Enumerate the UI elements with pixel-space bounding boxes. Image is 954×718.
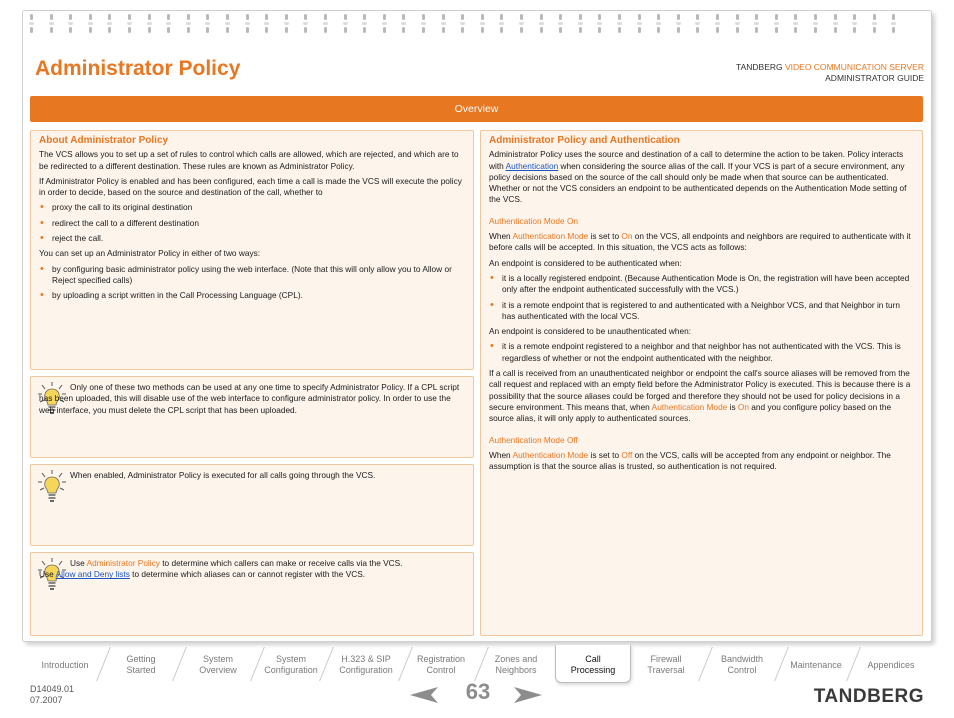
- tab-label: Configuration: [339, 665, 393, 675]
- tab-label: Firewall: [650, 654, 682, 664]
- tab-bandwidth-control[interactable]: [707, 645, 777, 683]
- doc-id-text: D14049.01: [30, 684, 75, 694]
- list-item: • it is a locally registered endpoint. (Because Authentication Mode is On, the registration will have been accepted only after the endpoint authenticated successfully with the VCS.): [489, 273, 914, 296]
- binder-ring: [853, 14, 856, 34]
- binder-ring: [481, 14, 484, 34]
- text-part: on the VCS, calls will be accepted from any endpoint or neighbor. The assumption is that the source alias is trusted, so authentication is not required.: [489, 449, 891, 472]
- tab-label: Call: [585, 653, 601, 664]
- brand-prefix: TANDBERG: [736, 62, 785, 72]
- tab-h323-sip-configuration[interactable]: [330, 645, 402, 683]
- tab-label: Neighbors: [495, 665, 537, 675]
- tab-system-configuration[interactable]: [258, 645, 324, 683]
- binder-ring: [206, 14, 209, 34]
- binder-ring: [226, 14, 229, 34]
- text-part: If a call is received from an unauthenticated neighbor or endpoint the call's source aliases will be removed from the call request and replaced with an empty field before the Administrator Policy is executed. This is because there is a possibility that the source aliases could be forged and therefore they should not be used for policy decisions in a secure environment. This means that, when: [489, 368, 911, 412]
- auth-mode-on-heading: Authentication Mode On: [489, 215, 579, 226]
- tab-label: Getting: [126, 654, 156, 664]
- binder-ring: [500, 14, 503, 34]
- text-part: When: [489, 449, 513, 460]
- binder-rings: [30, 14, 910, 38]
- guide-label: ADMINISTRATOR GUIDE: [825, 73, 924, 83]
- binder-ring: [716, 14, 719, 34]
- list-item: • it is a remote endpoint that is registered to and authenticated with a Neighbor VCS, and that Neighbor in turn has authenticated with the local VCS.: [489, 300, 914, 323]
- list-item: • by uploading a script written in the Call Processing Language (CPL).: [39, 290, 465, 301]
- binder-ring: [461, 14, 464, 34]
- tab-label: H.323 & SIP: [341, 654, 391, 664]
- tab-firewall-traversal[interactable]: [633, 645, 699, 683]
- binder-ring: [657, 14, 660, 34]
- text-part: is: [727, 401, 738, 412]
- binder-ring: [265, 14, 268, 34]
- tab-getting-started[interactable]: [106, 645, 176, 683]
- list-item: • redirect the call to a different destination: [39, 218, 465, 229]
- tab-maintenance[interactable]: [783, 645, 849, 683]
- binder-ring: [89, 14, 92, 34]
- tip-text-part: to determine which callers can make or receive calls via the VCS.: [159, 558, 403, 568]
- tip-text: [39, 558, 465, 581]
- unauth-list: [489, 341, 914, 364]
- tab-label: Zones and: [494, 654, 538, 664]
- page-title: Administrator Policy: [35, 57, 241, 80]
- binder-ring: [304, 14, 307, 34]
- auth-on-para: [489, 231, 914, 254]
- about-para-1: The VCS allows you to set up a set of rules to control which calls are allowed, which are rejected, and which are to be redirected to a different destination. These rules are known as Administrator Policy.: [39, 149, 459, 171]
- text-part: when considering the source alias of the call. If your VCS is part of a secure environment, any policy decisions based on the source of the call should only be made when that source can be authenticated. Whether or not the VCS considers an endpoint to be authenticated depends on the Authentication Mode setting of the VCS.: [489, 160, 907, 205]
- tip-panel-enabled: [30, 464, 474, 546]
- authentication-link[interactable]: Authentication: [505, 160, 559, 171]
- tab-label: Appendices: [867, 659, 915, 670]
- tandberg-logo: TANDBERG: [813, 686, 924, 707]
- text-part: is set to: [588, 449, 622, 460]
- list-item: • reject the call.: [39, 233, 465, 244]
- binder-ring: [755, 14, 758, 34]
- binder-ring: [696, 14, 699, 34]
- doc-date-text: 07.2007: [30, 695, 63, 705]
- binder-ring: [344, 14, 347, 34]
- list-item: • it is a remote endpoint registered to a neighbor and that neighbor has not authenticated with the VCS. This is regardless of whether or not the endpoint authenticated with the neighbor.: [489, 341, 914, 364]
- tab-label: Started: [126, 665, 156, 675]
- list-item: • by configuring basic administrator policy using the web interface. (Note that this will only allow you to Allow or Reject specified calls): [39, 264, 465, 287]
- binder-ring: [246, 14, 249, 34]
- binder-ring: [794, 14, 797, 34]
- section-bar: Overview: [30, 96, 923, 122]
- tab-label: Processing: [570, 664, 616, 675]
- tab-label: Control: [426, 665, 456, 675]
- tip-text-part: Use: [39, 569, 56, 580]
- tip-text: Only one of these two methods can be used at any one time to specify Administrator Policy. If a CPL script has been uploaded, this will disable use of the web interface to configure administrator policy. In order to use the web interface, you must delete the CPL script that has been uploaded.: [39, 382, 460, 415]
- brand-product: VIDEO COMMUNICATION SERVER: [784, 62, 924, 72]
- binder-ring: [285, 14, 288, 34]
- binder-ring: [363, 14, 366, 34]
- admin-policy-term: Administrator Policy: [86, 558, 160, 568]
- about-ways-list: [39, 264, 465, 302]
- tab-label: Configuration: [264, 665, 318, 675]
- about-para-3: You can set up an Administrator Policy in either of two ways:: [39, 248, 261, 259]
- binder-ring: [383, 14, 386, 34]
- binder-ring: [167, 14, 170, 34]
- unauth-considered: An endpoint is considered to be unauthenticated when:: [489, 326, 692, 337]
- auth-considered: An endpoint is considered to be authenticated when:: [489, 257, 682, 268]
- binder-ring: [442, 14, 445, 34]
- tip-text: When enabled, Administrator Policy is executed for all calls going through the VCS.: [70, 470, 376, 480]
- on-term: On: [621, 231, 633, 242]
- binder-ring: [559, 14, 562, 34]
- binder-ring: [324, 14, 327, 34]
- tab-system-overview[interactable]: [182, 645, 254, 683]
- binder-ring: [422, 14, 425, 34]
- tab-introduction[interactable]: [30, 645, 100, 683]
- tip-panel-cpl: [30, 376, 474, 458]
- tab-label: Overview: [199, 665, 237, 675]
- binder-ring: [618, 14, 621, 34]
- auth-intro: [489, 149, 914, 205]
- tab-label: Maintenance: [790, 659, 842, 670]
- about-para-2: If Administrator Policy is enabled and has been configured, each time a call is made the VCS will execute the policy in order to decide, based on the source and destination of the call, whether to: [39, 175, 462, 198]
- list-item: • proxy the call to its original destination: [39, 202, 465, 213]
- tab-label: Bandwidth: [720, 654, 764, 664]
- binder-ring: [677, 14, 680, 34]
- next-page-arrow-icon[interactable]: [514, 687, 542, 703]
- auth-list: [489, 273, 914, 322]
- tip-text-part: Use: [70, 558, 87, 568]
- binder-ring: [814, 14, 817, 34]
- text-part: and you configure policy based on the source alias, it will only apply to authenticated sources.: [489, 401, 892, 424]
- binder-ring: [148, 14, 151, 34]
- previous-page-arrow-icon[interactable]: [410, 687, 438, 703]
- auth-mode-term: Authentication Mode: [512, 231, 589, 242]
- binder-ring: [892, 14, 895, 34]
- tab-label: Registration: [416, 654, 466, 664]
- binder-ring: [128, 14, 131, 34]
- tab-registration-control[interactable]: [407, 645, 475, 683]
- binder-ring: [598, 14, 601, 34]
- binder-ring: [402, 14, 405, 34]
- auth-off-para: [489, 450, 914, 473]
- tab-label: Control: [727, 665, 757, 675]
- on-term: On: [737, 401, 749, 412]
- auth-panel: [480, 130, 923, 636]
- tab-label: System: [202, 654, 233, 664]
- text-part: is set to: [588, 231, 622, 242]
- binder-ring: [69, 14, 72, 34]
- binder-ring: [775, 14, 778, 34]
- document-id: [30, 684, 74, 706]
- tab-zones-and-neighbors[interactable]: [483, 645, 549, 683]
- about-panel: [30, 130, 474, 370]
- binder-ring: [30, 14, 33, 34]
- binder-ring: [834, 14, 837, 34]
- tip-text-part: to determine which aliases can or cannot register with the VCS.: [129, 569, 366, 580]
- tab-call-processing[interactable]: [555, 645, 631, 683]
- about-action-list: [39, 202, 465, 244]
- auth-title: Administrator Policy and Authentication: [489, 135, 680, 146]
- binder-ring: [579, 14, 582, 34]
- auth-mode-term: Authentication Mode: [512, 449, 589, 460]
- binder-ring: [520, 14, 523, 34]
- page-number: 63: [465, 679, 491, 704]
- text-part: on the VCS, all endpoints and neighbors are required to authenticate with it before calls will be accepted. In this situation, the VCS acts as follows:: [489, 231, 911, 253]
- binder-ring: [638, 14, 641, 34]
- off-term: Off: [621, 449, 633, 460]
- tip-panel-use: [30, 552, 474, 636]
- binder-ring: [736, 14, 739, 34]
- tab-label: Traversal: [647, 665, 685, 675]
- allow-deny-lists-link[interactable]: Allow and Deny lists: [55, 569, 130, 580]
- about-title: About Administrator Policy: [39, 135, 169, 146]
- auth-mode-off-heading: Authentication Mode Off: [489, 434, 578, 445]
- text-part: When: [489, 231, 513, 242]
- binder-ring: [873, 14, 876, 34]
- header-brand-block: [736, 62, 924, 84]
- binder-ring: [50, 14, 53, 34]
- unauth-para: [489, 368, 914, 424]
- tab-label: Introduction: [41, 659, 89, 670]
- auth-mode-term: Authentication Mode: [651, 401, 728, 412]
- binder-ring: [108, 14, 111, 34]
- tab-appendices[interactable]: [856, 645, 926, 683]
- binder-ring: [540, 14, 543, 34]
- tab-label: System: [275, 654, 306, 664]
- binder-ring: [187, 14, 190, 34]
- text-part: Administrator Policy uses the source and destination of a call to determine the action to be taken. Policy interacts with: [489, 149, 904, 171]
